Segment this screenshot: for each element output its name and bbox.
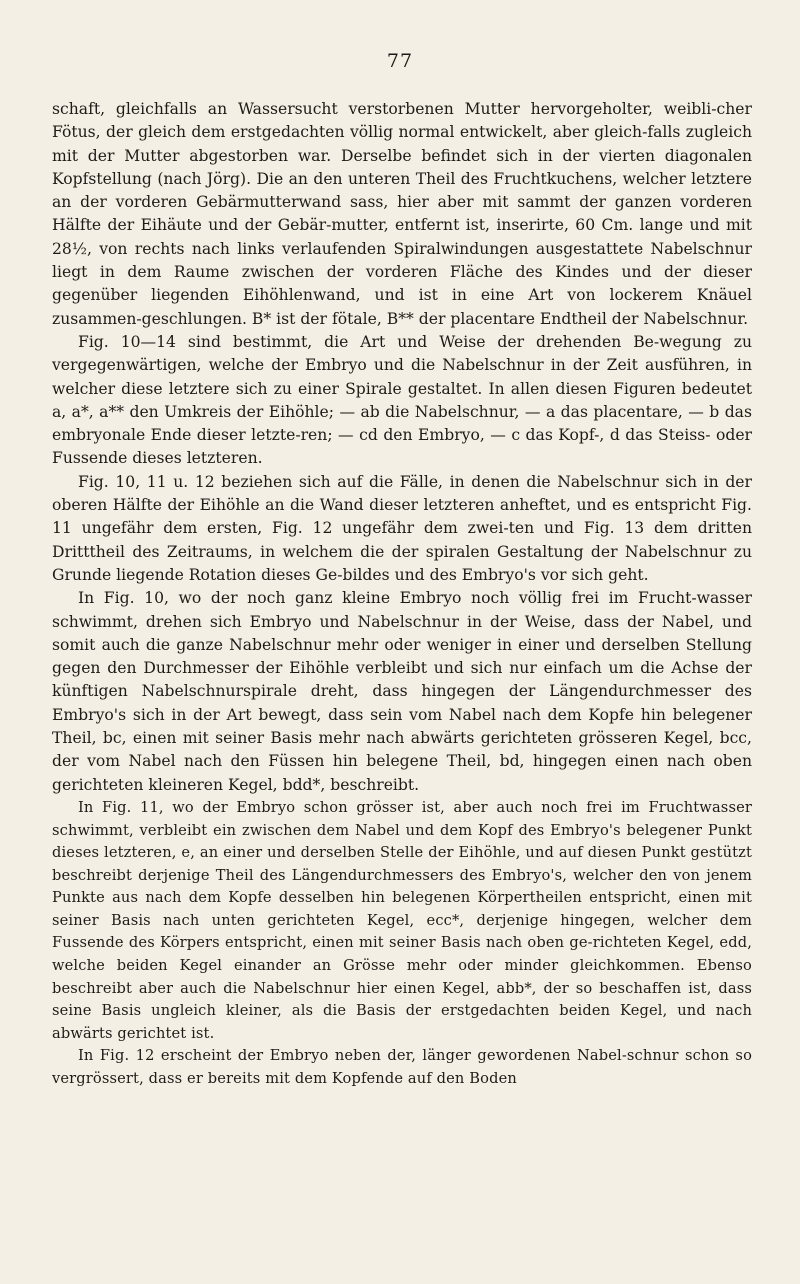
page-number: 77 — [386, 50, 414, 72]
paragraph-6: In Fig. 12 erscheint der Embryo neben der, länger gewordenen Nabel-schnur schon so vergrössert, dass er bereits mit dem Kopfende auf den Boden — [52, 1047, 752, 1088]
paragraph-4: In Fig. 10, wo der noch ganz kleine Embryo noch völlig frei im Frucht-wasser schwimmt, drehen sich Embryo und Nabelschnur in der Weise, dass der Nabel, und somit auch die ganze Nabelschnur mehr oder weniger in einer und derselben Stellung gegen den Durchmesser der Eihöhle verbleibt und sich nur einfach um die Achse der künftigen Nabelschnurspirale dreht, dass hingegen der Längendurchmesser des Embryo's sich in der Art bewegt, dass sein vom Nabel nach dem Kopfe hin belegener Theil, bc, einen mit seiner Basis mehr nach abwärts gerichteten grösseren Kegel, bcc, der vom Nabel nach den Füssen hin belegene Theil, bd, hingegen einen nach oben gerichteten kleineren Kegel, bdd*, beschreibt. — [52, 589, 752, 794]
paragraph-2: Fig. 10—14 sind bestimmt, die Art und Weise der drehenden Be-wegung zu vergegenwärtigen, welche der Embryo und die Nabelschnur in der Zeit ausführen, in welcher diese letztere sich zu einer Spirale gestaltet. In allen diesen Figuren bedeutet a, a*, a** den Umkreis der Eihöhle; — ab die Nabelschnur, — a das placentare, — b das embryonale Ende dieser letzte-ren; — cd den Embryo, — c das Kopf-, d das Steiss- oder Fussende dieses letzteren. — [52, 332, 752, 468]
paragraph-1: schaft, gleichfalls an Wassersucht verstorbenen Mutter hervorgeholter, weibli-cher Fötus, der gleich dem erstgedachten völlig normal entwickelt, aber gleich-falls zugleich mit der Mutter abgestorben war. Derselbe befindet sich in der vierten diagonalen Kopfstellung (nach Jörg). Die an den unteren Theil des Fruchtkuchens, welcher letztere an der vorderen Gebärmutterwand sass, hier aber mit sammt der ganzen vorderen Hälfte der Eihäute und der Gebär-mutter, entfernt ist, inserirte, 60 Cm. lange und mit 28½, von rechts nach links verlaufenden Spiralwindungen ausgestattete Nabelschnur liegt in dem Raume zwischen der vorderen Fläche des Kindes und der dieser gegenüber liegenden Eihöhlenwand, und ist in eine Art von lockerem Knäuel zusammen-geschlungen. B* ist der fötale, B** der placentare Endtheil der Nabelschnur. — [52, 100, 752, 328]
paragraph-5: In Fig. 11, wo der Embryo schon grösser ist, aber auch noch frei im Fruchtwasser schwimmt, verbleibt ein zwischen dem Nabel und dem Kopf des Embryo's belegener Punkt dieses letzteren, e, an einer und derselben Stelle der Eihöhle, und auf diesen Punkt gestützt beschreibt derjenige Theil des Längendurchmessers des Embryo's, welcher den von jenem Punkte aus nach dem Kopfe desselben hin belegenen Körpertheilen entspricht, einen mit seiner Basis nach unten gerichteten Kegel, ecc*, derjenige hingegen, welcher dem Fussende des Körpers entspricht, einen mit seiner Basis nach oben ge-richteten Kegel, edd, welche beiden Kegel einander an Grösse mehr oder minder gleichkommen. Ebenso beschreibt aber auch die Nabelschnur hier einen Kegel, abb*, der so beschaffen ist, dass seine Basis ungleich kleiner, als die Basis der erstgedachten beiden Kegel, und nach abwärts gerichtet ist. — [52, 798, 752, 1042]
page-body — [52, 98, 752, 1091]
paragraph-3: Fig. 10, 11 u. 12 beziehen sich auf die Fälle, in denen die Nabelschnur sich in der oberen Hälfte der Eihöhle an die Wand dieser letzteren anheftet, und es entspricht Fig. 11 ungefähr dem ersten, Fig. 12 ungefähr dem zwei-ten und Fig. 13 dem dritten Dritttheil des Zeitraums, in welchem die der spiralen Gestaltung der Nabelschnur zu Grunde liegende Rotation dieses Ge-bildes und des Embryo's vor sich geht. — [52, 472, 752, 584]
